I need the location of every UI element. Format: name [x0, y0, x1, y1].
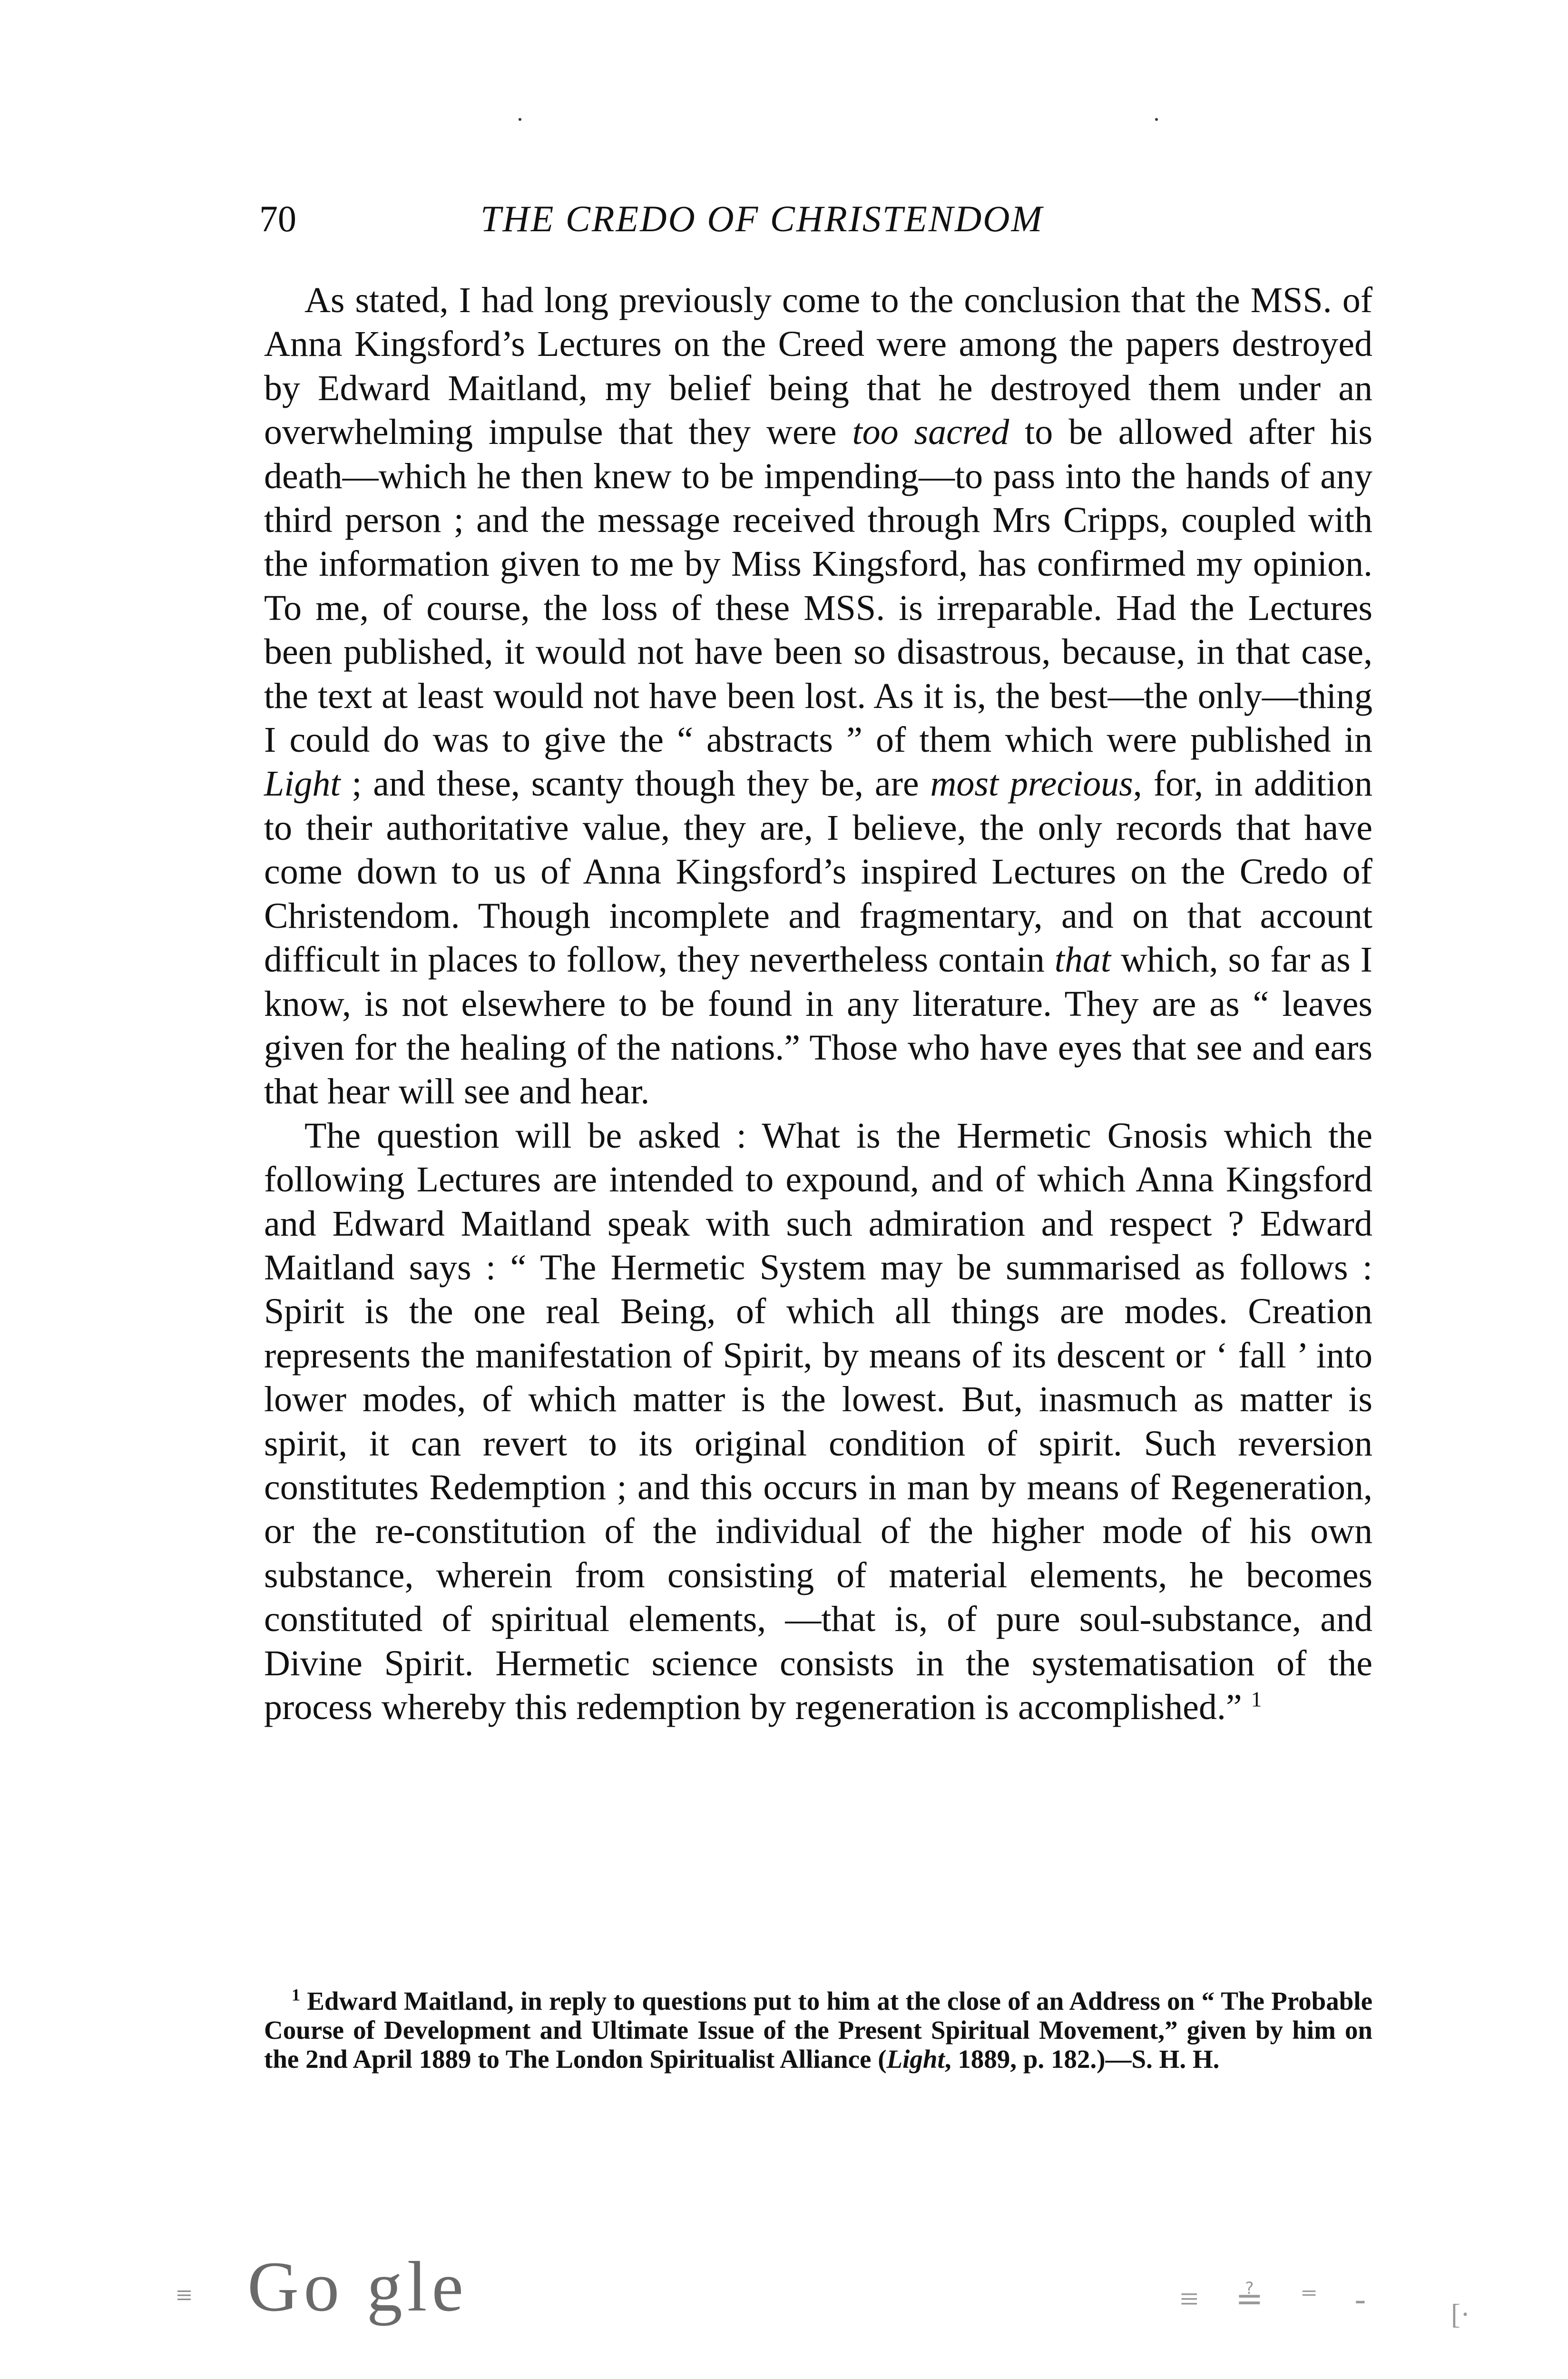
- paragraph-1: [264, 278, 1372, 1114]
- scan-speck: [1155, 118, 1158, 121]
- running-title: THE CREDO OF CHRISTENDOM: [480, 198, 1044, 239]
- p1-text-4: , for, in addition to their authoritative value, they are, I believe, the only records that have come down to us of Anna Kingsford’s inspired Lectures on the Credo of Christendom. Though incomplete and fragmentary, and on that account difficult in places to follow, they nevertheless contain: [264, 764, 1372, 980]
- p1-emphasis-4: that: [1054, 940, 1111, 980]
- body-text: [264, 278, 1372, 1729]
- scan-marks: ≡ ≟ ⁼ ‐: [1180, 2281, 1380, 2318]
- footnote-emphasis: Light: [886, 2045, 945, 2074]
- p1-emphasis-1: too sacred: [852, 412, 1009, 452]
- scan-speck: [519, 118, 521, 121]
- scan-edge-mark-left: ≡: [176, 2280, 192, 2311]
- footnote: [264, 1986, 1372, 2074]
- google-watermark: Go gle: [247, 2247, 469, 2326]
- scan-edge-mark-right: [·: [1451, 2299, 1470, 2330]
- page-number: 70: [259, 198, 296, 239]
- p1-emphasis-3: most precious: [930, 764, 1133, 804]
- footnote-reference[interactable]: 1: [1251, 1687, 1262, 1711]
- footnote-text-2: , 1889, p. 182.)—S. H. H.: [944, 2045, 1220, 2074]
- p1-emphasis-2: Light: [264, 764, 341, 804]
- p2-text: The question will be asked : What is the Hermetic Gnosis which the following Lectures are intended to expound, and of which Anna Kingsford and Edward Maitland speak with such admiration and respect ? Edward Maitland says : “ The Hermetic System may be summarised as follows : Spirit is the one real Being, of which all things are modes. Creation represents the manifestation of Spirit, by means of its descent or ‘ fall ’ into lower modes, of which matter is the lowest. But, inasmuch as matter is spirit, it can revert to its original condition of spirit. Such reversion constitutes Redemption ; and this occurs in man by means of Regeneration, or the re-constitution of the individual of the higher mode of his own substance, wherein from consisting of material elements, he becomes constituted of spiritual elements, —that is, of pure soul-substance, and Divine Spirit. Hermetic science consists in the systematisation of the process whereby this redemption by regeneration is accomplished.”: [264, 1115, 1372, 1727]
- p1-text-5: which, so far as I know, is not elsewhere to be found in any literature. They are as “ leaves given for the healing of the nations.” Those who have eyes that see and ears that hear will see and hear.: [264, 940, 1372, 1112]
- page-header: [259, 193, 1372, 245]
- p1-text-2: to be allowed after his death—which he then knew to be impending—to pass into the hands of any third person ; and the message received through Mrs Cripps, coupled with the information given to me by Miss Kingsford, has confirmed my opinion. To me, of course, the loss of these MSS. is irreparable. Had the Lectures been published, it would not have been so disastrous, because, in that case, the text at least would not have been lost. As it is, the best—the only—thing I could do was to give the “ abstracts ” of them which were published in: [264, 412, 1372, 760]
- p1-text-3: ; and these, scanty though they be, are: [340, 764, 931, 804]
- paragraph-2: [264, 1114, 1372, 1730]
- footnote-text-1: Edward Maitland, in reply to questions put to him at the close of an Address on “ The Probable Course of Development and Ultimate Issue of the Present Spiritual Movement,” given by him on the 2nd April 1889 to The London Spiritualist Alliance (: [264, 1986, 1372, 2074]
- p1-text-1: As stated, I had long previously come to the conclusion that the MSS. of Anna Kingsford’s Lectures on the Creed were among the papers destroyed by Edward Maitland, my belief being that he destroyed them under an overwhelming impulse that they were: [264, 280, 1372, 452]
- footnote-marker: 1: [292, 1985, 300, 2005]
